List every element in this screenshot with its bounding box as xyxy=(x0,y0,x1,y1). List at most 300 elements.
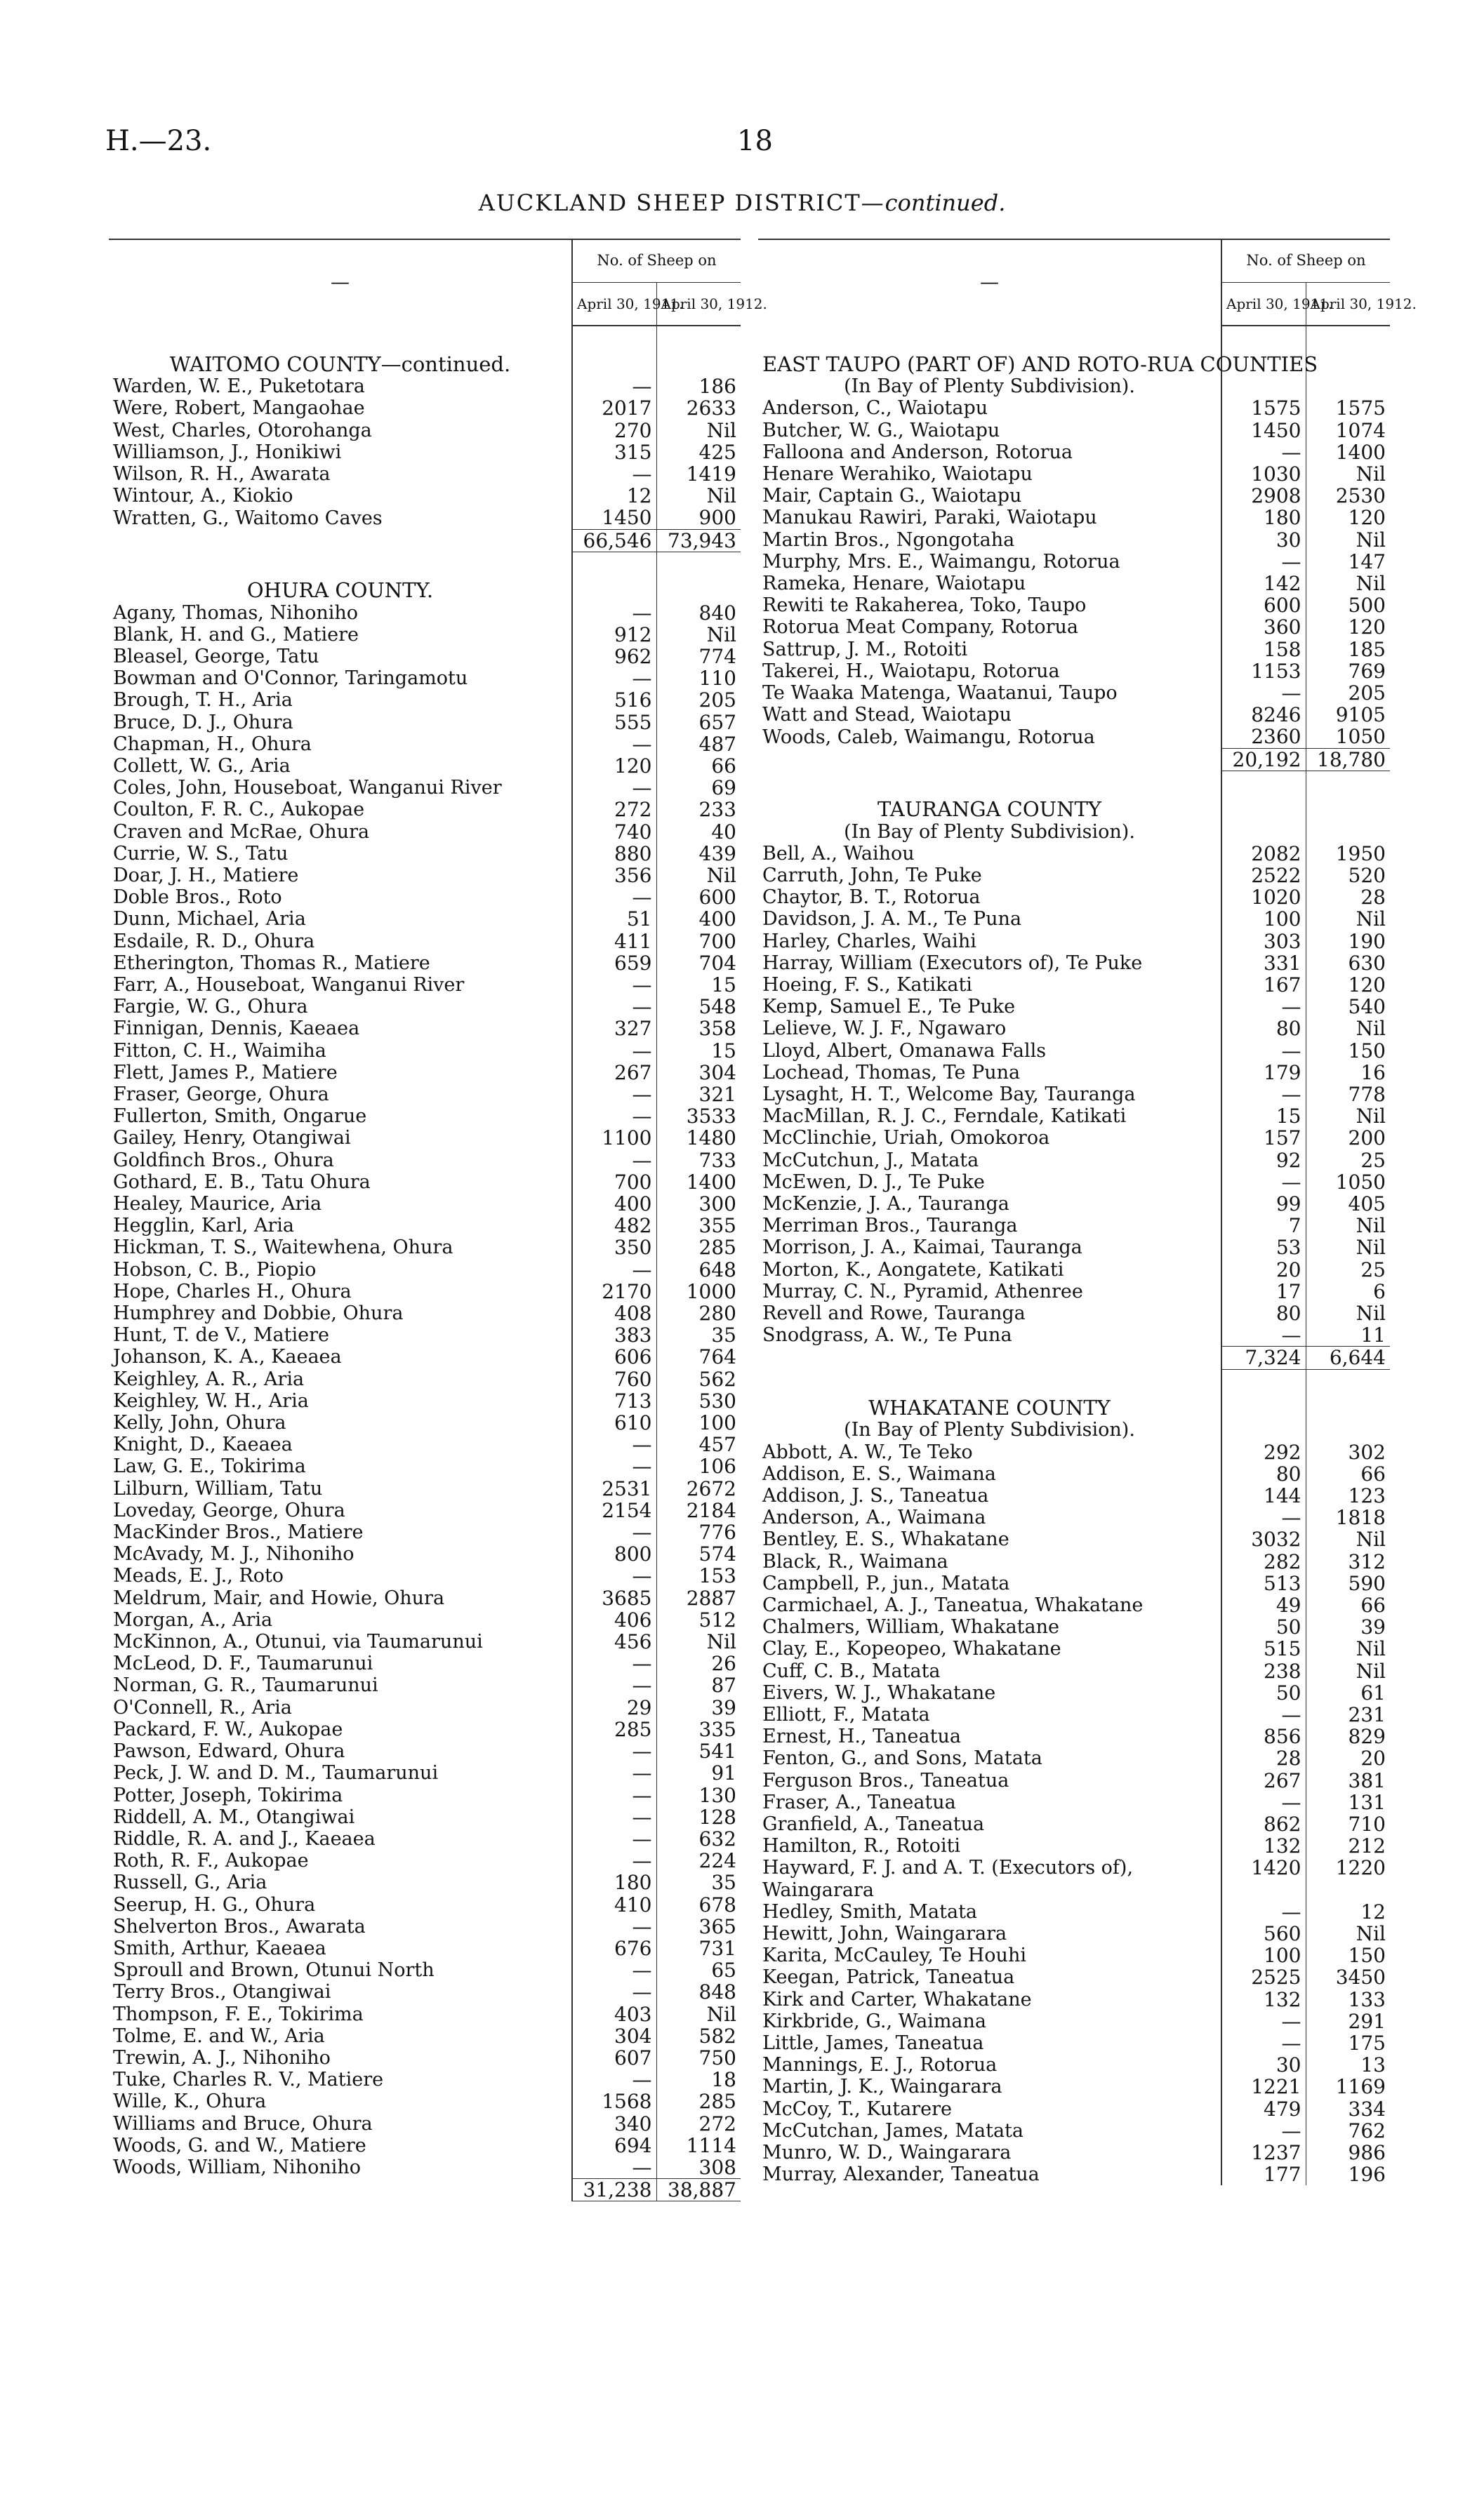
sheep-1911: 30 xyxy=(1276,2053,1301,2077)
sheep-1912: 15 xyxy=(656,1040,741,1062)
sheep-1911: 1568 xyxy=(602,2090,652,2114)
sheep-1911: 132 xyxy=(1264,1834,1301,1858)
owner-name: Campbell, P., jun., Matata xyxy=(758,1573,1221,1594)
sheep-1912: 25 xyxy=(1306,1149,1390,1171)
table-row xyxy=(109,1959,741,1981)
sheep-1911: — xyxy=(1281,1790,1301,1814)
sheep-1912: 39 xyxy=(656,1697,741,1719)
owner-name: Packard, F. W., Aukopae xyxy=(109,1719,572,1740)
total-1911: 20,192 xyxy=(1221,748,1306,771)
owner-name: Butcher, W. G., Waiotapu xyxy=(758,420,1221,441)
table-row xyxy=(758,2076,1390,2098)
owner-name: Woods, William, Nihoniho xyxy=(109,2156,572,2179)
sheep-1911: 157 xyxy=(1264,1126,1301,1150)
sheep-1912: 710 xyxy=(1306,1813,1390,1835)
owner-name: Blank, H. and G., Matiere xyxy=(109,624,572,646)
sheep-1911: 1221 xyxy=(1251,2075,1301,2099)
table-row xyxy=(758,1901,1390,1923)
table-row xyxy=(109,2069,741,2091)
sheep-1912: 131 xyxy=(1306,1792,1390,1813)
owner-name: Morton, K., Aongatete, Katikati xyxy=(758,1259,1221,1281)
owner-name: Wille, K., Ohura xyxy=(109,2091,572,2112)
table-row xyxy=(758,1507,1390,1528)
owner-name: Mair, Captain G., Waiotapu xyxy=(758,485,1221,507)
sheep-1911: 167 xyxy=(1264,973,1301,996)
sheep-1911: 360 xyxy=(1264,615,1301,639)
sheep-1911: 180 xyxy=(1264,506,1301,530)
table-row xyxy=(758,2164,1390,2185)
table-row xyxy=(758,463,1390,485)
owner-name: Fitton, C. H., Waimiha xyxy=(109,1040,572,1062)
sheep-1911: — xyxy=(1281,1506,1301,1530)
owner-name: Meldrum, Mair, and Howie, Ohura xyxy=(109,1587,572,1609)
owner-name: Watt and Stead, Waiotapu xyxy=(758,704,1221,726)
sheep-1911: — xyxy=(632,1083,652,1106)
owner-name: Gailey, Henry, Otangiwai xyxy=(109,1127,572,1149)
sheep-1912: 520 xyxy=(1306,865,1390,886)
right-table-body xyxy=(758,326,1390,2185)
table-row xyxy=(109,1215,741,1236)
total-1912: 38,887 xyxy=(656,2179,741,2201)
table-row xyxy=(109,441,741,463)
owner-name: Currie, W. S., Tatu xyxy=(109,843,572,865)
right-table xyxy=(758,239,1417,2187)
sheep-1911: 560 xyxy=(1264,1922,1301,1946)
table-row xyxy=(758,1551,1390,1573)
sheep-1911: 270 xyxy=(614,418,652,442)
sheep-1911: 50 xyxy=(1276,1615,1301,1639)
table-row xyxy=(758,1018,1390,1039)
sheep-1911: 1420 xyxy=(1251,1856,1301,1880)
sheep-1912: 530 xyxy=(656,1390,741,1412)
table-row xyxy=(109,507,741,529)
sheep-1912: 630 xyxy=(1306,952,1390,974)
owner-name: Snodgrass, A. W., Te Puna xyxy=(758,1324,1221,1347)
table-row xyxy=(109,1478,741,1500)
table-row xyxy=(758,1966,1390,1988)
sheep-1912: 91 xyxy=(656,1762,741,1784)
table-row xyxy=(758,1813,1390,1835)
sheep-1911: — xyxy=(632,1959,652,1982)
sheep-1911: 516 xyxy=(614,688,652,712)
table-row xyxy=(758,1792,1390,1813)
sheep-1911: — xyxy=(1281,2009,1301,2033)
owner-name: Knight, D., Kaeaea xyxy=(109,1434,572,1455)
table-row xyxy=(109,1500,741,1521)
owner-name: Carmichael, A. J., Taneatua, Whakatane xyxy=(758,1594,1221,1616)
sheep-1911: 383 xyxy=(614,1324,652,1347)
table-row xyxy=(109,1785,741,1806)
owner-name: Tuke, Charles R. V., Matiere xyxy=(109,2069,572,2091)
owner-name: Flett, James P., Matiere xyxy=(109,1062,572,1084)
owner-name: Humphrey and Dobbie, Ohura xyxy=(109,1302,572,1324)
owner-name: Kirk and Carter, Whakatane xyxy=(758,1989,1221,2011)
sheep-1912: 196 xyxy=(1306,2164,1390,2185)
sheep-1912: 15 xyxy=(656,974,741,996)
sheep-1912: 457 xyxy=(656,1434,741,1455)
sheep-1912: 1400 xyxy=(656,1171,741,1193)
total-label xyxy=(758,1347,1221,1369)
sheep-1911: 177 xyxy=(1264,2163,1301,2187)
owner-name: Loveday, George, Ohura xyxy=(109,1500,572,1521)
sheep-1911: 15 xyxy=(1276,1105,1301,1128)
sheep-1912: 12 xyxy=(1306,1901,1390,1923)
owner-name: Morrison, J. A., Kaimai, Tauranga xyxy=(758,1236,1221,1258)
sheep-1912: 2184 xyxy=(656,1500,741,1521)
owner-name: Roth, R. F., Aukopae xyxy=(109,1850,572,1872)
sheep-1912: 16 xyxy=(1306,1062,1390,1084)
sheep-1912: 381 xyxy=(1306,1770,1390,1792)
owner-name: Peck, J. W. and D. M., Taumarunui xyxy=(109,1762,572,1784)
owner-name: Murray, C. N., Pyramid, Athenree xyxy=(758,1281,1221,1302)
sheep-1912: 840 xyxy=(656,602,741,624)
sheep-1911: 29 xyxy=(626,1695,652,1719)
table-row xyxy=(109,1171,741,1193)
sheep-1911: 659 xyxy=(614,951,652,975)
sheep-1911: 92 xyxy=(1276,1148,1301,1172)
owner-name: Seerup, H. G., Ohura xyxy=(109,1894,572,1916)
table-row xyxy=(109,1302,741,1324)
county-heading-text: WAITOMO COUNTY—continued. xyxy=(109,326,572,375)
sheep-1911: 331 xyxy=(1264,951,1301,975)
sheep-1911: — xyxy=(632,1455,652,1479)
sheep-1912: 582 xyxy=(656,2025,741,2047)
county-heading xyxy=(109,326,741,375)
sheep-1911: — xyxy=(632,1674,652,1698)
table-row xyxy=(758,2142,1390,2164)
subdivision-note xyxy=(758,375,1390,397)
owner-name: Te Waaka Matenga, Waatanui, Taupo xyxy=(758,682,1221,704)
table-row xyxy=(758,2032,1390,2054)
owner-name: Lysaght, H. T., Welcome Bay, Tauranga xyxy=(758,1084,1221,1105)
sheep-1911: 1237 xyxy=(1251,2141,1301,2165)
table-row xyxy=(758,1302,1390,1324)
table-row xyxy=(109,2113,741,2135)
sheep-1912: 285 xyxy=(656,2091,741,2112)
sheep-1912: Nil xyxy=(1306,1215,1390,1236)
table-row xyxy=(758,1281,1390,1302)
sheep-1912: 6 xyxy=(1306,1281,1390,1302)
table-row xyxy=(109,1894,741,1916)
owner-name: Elliott, F., Matata xyxy=(758,1704,1221,1726)
total-1912: 6,644 xyxy=(1306,1347,1390,1369)
sheep-1911: 144 xyxy=(1264,1484,1301,1507)
sheep-1912: 13 xyxy=(1306,2054,1390,2076)
sheep-1912: 200 xyxy=(1306,1127,1390,1149)
table-row xyxy=(109,1390,741,1412)
county-heading xyxy=(758,326,1390,375)
owner-name: Hunt, T. de V., Matiere xyxy=(109,1324,572,1346)
owner-name: Riddle, R. A. and J., Kaeaea xyxy=(109,1828,572,1850)
owner-name: McEwen, D. J., Te Puke xyxy=(758,1171,1221,1193)
sheep-1912: 185 xyxy=(1306,639,1390,660)
sheep-1912: 35 xyxy=(656,1872,741,1893)
sheep-1911: 8246 xyxy=(1251,703,1301,727)
sheep-1911: 28 xyxy=(1276,1747,1301,1771)
left-table-body xyxy=(109,326,741,2201)
sheep-1912: 1169 xyxy=(1306,2076,1390,2098)
empty-cell xyxy=(1221,821,1306,843)
county-heading-text: WHAKATANE COUNTY xyxy=(758,1369,1221,1419)
table-row xyxy=(758,1747,1390,1769)
sheep-1911: — xyxy=(632,995,652,1019)
sheep-1912: 632 xyxy=(656,1828,741,1850)
sheep-1912: 285 xyxy=(656,1236,741,1258)
owner-name: Chalmers, William, Whakatane xyxy=(758,1616,1221,1638)
table-row xyxy=(109,1653,741,1674)
table-row xyxy=(109,865,741,886)
sheep-1911: 100 xyxy=(1264,907,1301,931)
owner-name: Shelverton Bros., Awarata xyxy=(109,1916,572,1938)
sheep-1912: 11 xyxy=(1306,1324,1390,1347)
sheep-1912: 3533 xyxy=(656,1105,741,1127)
table-row xyxy=(758,1857,1390,1879)
table-row xyxy=(109,1543,741,1565)
table-row xyxy=(758,1236,1390,1258)
sheep-1911: — xyxy=(1281,1170,1301,1194)
owner-name: Tolme, E. and W., Aria xyxy=(109,2025,572,2047)
owner-name: Rewiti te Rakaherea, Toko, Taupo xyxy=(758,594,1221,616)
county-heading-text: OHURA COUNTY. xyxy=(109,552,572,601)
sheep-1911: 100 xyxy=(1264,1944,1301,1968)
owner-name: Black, R., Waimana xyxy=(758,1551,1221,1573)
sheep-1911: 340 xyxy=(614,2112,652,2135)
table-row xyxy=(758,573,1390,594)
sheep-1911: 2531 xyxy=(602,1476,652,1500)
sheep-1911: 51 xyxy=(626,907,652,931)
sheep-1911: — xyxy=(632,1805,652,1829)
sheep-1912 xyxy=(1306,1879,1390,1901)
owner-name: Waingarara xyxy=(758,1879,1221,1901)
table-row xyxy=(109,1434,741,1455)
owner-name: Law, G. E., Tokirima xyxy=(109,1455,572,1477)
owner-name: Hope, Charles H., Ohura xyxy=(109,1281,572,1302)
sheep-1911: — xyxy=(632,667,652,691)
sheep-1911: 740 xyxy=(614,820,652,844)
sheep-1911: 7 xyxy=(1288,1214,1301,1238)
table-row xyxy=(758,1105,1390,1127)
sheep-1912: 120 xyxy=(1306,616,1390,638)
sheep-1911: 292 xyxy=(1264,1440,1301,1464)
sheep-1912: 205 xyxy=(656,689,741,711)
left-column xyxy=(109,239,767,2202)
owner-name: Goldfinch Bros., Ohura xyxy=(109,1149,572,1171)
table-row xyxy=(109,485,741,507)
table-row xyxy=(109,1040,741,1062)
table-row xyxy=(758,1463,1390,1485)
sheep-1912: 731 xyxy=(656,1938,741,1959)
sheep-1911: — xyxy=(1281,681,1301,705)
sheep-1911: 267 xyxy=(1264,1768,1301,1792)
sheep-1911: 1153 xyxy=(1251,659,1301,683)
owner-name: Lochead, Thomas, Te Puna xyxy=(758,1062,1221,1084)
table-row xyxy=(758,682,1390,704)
empty-cell xyxy=(1221,375,1306,397)
empty-cell xyxy=(1306,821,1390,843)
sheep-1912: 1050 xyxy=(1306,726,1390,748)
owner-name: West, Charles, Otorohanga xyxy=(109,420,572,441)
table-row xyxy=(109,1587,741,1609)
sheep-1911: 20 xyxy=(1276,1258,1301,1281)
sheep-1911: 3032 xyxy=(1251,1528,1301,1552)
sheep-1912: 1818 xyxy=(1306,1507,1390,1528)
sheep-1911: 350 xyxy=(614,1236,652,1260)
sheep-1912: 678 xyxy=(656,1894,741,1916)
sheep-1911: 80 xyxy=(1276,1462,1301,1486)
owner-name: Trewin, A. J., Nihoniho xyxy=(109,2047,572,2069)
owner-name: Sproull and Brown, Otunui North xyxy=(109,1959,572,1981)
sheep-1912: 487 xyxy=(656,733,741,755)
sheep-1911: — xyxy=(1281,1702,1301,1726)
no-of-sheep-header: No. of Sheep on xyxy=(1221,239,1390,283)
table-row xyxy=(109,1850,741,1872)
sheep-1912: 764 xyxy=(656,1346,741,1368)
owner-name: Fullerton, Smith, Ongarue xyxy=(109,1105,572,1127)
sheep-1911: — xyxy=(632,1827,652,1851)
table-row xyxy=(109,733,741,755)
sheep-1911: — xyxy=(1281,995,1301,1019)
sheep-1912: 233 xyxy=(656,799,741,820)
table-row xyxy=(109,602,741,624)
owner-name: Hedley, Smith, Matata xyxy=(758,1901,1221,1923)
owner-name: Kelly, John, Ohura xyxy=(109,1412,572,1434)
owner-name: Wilson, R. H., Awarata xyxy=(109,463,572,485)
sheep-1912: 2633 xyxy=(656,397,741,419)
owner-name: MacKinder Bros., Matiere xyxy=(109,1521,572,1543)
sheep-1912: 1220 xyxy=(1306,1857,1390,1879)
sheep-1912: Nil xyxy=(656,865,741,886)
owner-name: Harray, William (Executors of), Te Puke xyxy=(758,952,1221,974)
sheep-1911: — xyxy=(632,973,652,996)
sheep-1912: 300 xyxy=(656,1193,741,1215)
sheep-1912: 500 xyxy=(1306,594,1390,616)
sheep-1912: 762 xyxy=(1306,2120,1390,2142)
sheep-1912: Nil xyxy=(656,2004,741,2025)
table-row xyxy=(109,1368,741,1390)
table-row xyxy=(109,931,741,952)
empty-cell xyxy=(1306,771,1390,820)
sheep-1911: — xyxy=(1281,1083,1301,1106)
sheep-1912: Nil xyxy=(1306,529,1390,551)
table-row xyxy=(109,886,741,908)
table-row xyxy=(109,420,741,441)
table-row xyxy=(109,1324,741,1346)
owner-name: Harley, Charles, Waihi xyxy=(758,931,1221,952)
owner-name: Warden, W. E., Puketotara xyxy=(109,375,572,397)
sheep-1912: 120 xyxy=(1306,507,1390,528)
table-row xyxy=(758,2098,1390,2120)
sheep-1912: 280 xyxy=(656,1302,741,1324)
sheep-1912: Nil xyxy=(1306,463,1390,485)
table-row xyxy=(758,1193,1390,1215)
sheep-1911: — xyxy=(632,1564,652,1588)
sheep-1912: 9105 xyxy=(1306,704,1390,726)
table-row xyxy=(109,1916,741,1938)
owner-name: Farr, A., Houseboat, Wanganui River xyxy=(109,974,572,996)
sheep-1911: 2908 xyxy=(1251,484,1301,508)
sheep-1911: 303 xyxy=(1264,929,1301,953)
owner-name: Etherington, Thomas R., Matiere xyxy=(109,952,572,974)
sheep-1912: 2672 xyxy=(656,1478,741,1500)
sheep-1912: Nil xyxy=(1306,1923,1390,1945)
table-row xyxy=(109,646,741,667)
table-row xyxy=(109,2025,741,2047)
owner-name: Woods, G. and W., Matiere xyxy=(109,2135,572,2156)
sheep-1911: — xyxy=(632,1433,652,1457)
sheep-1912: 186 xyxy=(656,375,741,397)
owner-name: Lelieve, W. J. F., Ngawaro xyxy=(758,1018,1221,1039)
sheep-1912: 1950 xyxy=(1306,843,1390,865)
empty-cell xyxy=(572,326,656,375)
owner-name: McCoy, T., Kutarere xyxy=(758,2098,1221,2120)
sheep-1911: 30 xyxy=(1276,528,1301,552)
table-row xyxy=(109,1193,741,1215)
sheep-1911: — xyxy=(632,601,652,625)
owner-name: Coulton, F. R. C., Aukopae xyxy=(109,799,572,820)
sheep-1911: 1450 xyxy=(602,506,652,530)
sheep-1912: 1000 xyxy=(656,1281,741,1302)
owner-name: Granfield, A., Taneatua xyxy=(758,1813,1221,1835)
owner-name: Mannings, E. J., Rotorua xyxy=(758,2054,1221,2076)
right-column xyxy=(758,239,1417,2187)
table-row xyxy=(758,1923,1390,1945)
sheep-1911: — xyxy=(1281,2119,1301,2142)
table-row xyxy=(109,463,741,485)
table-row xyxy=(758,1770,1390,1792)
owner-name: Russell, G., Aria xyxy=(109,1872,572,1893)
table-row xyxy=(758,639,1390,660)
sheep-1912: 829 xyxy=(1306,1726,1390,1747)
sheep-1911 xyxy=(1221,1879,1306,1901)
owner-name: Kirkbride, G., Waimana xyxy=(758,2011,1221,2032)
sheep-1912: 123 xyxy=(1306,1485,1390,1507)
sheep-1911: 142 xyxy=(1264,572,1301,596)
table-row xyxy=(109,1149,741,1171)
sheep-1912: 40 xyxy=(656,821,741,843)
sheep-1911: — xyxy=(1281,549,1301,573)
sheep-1912: Nil xyxy=(1306,1638,1390,1660)
sheep-1912: 776 xyxy=(656,1521,741,1543)
owner-name: Anderson, C., Waiotapu xyxy=(758,397,1221,419)
table-row xyxy=(758,865,1390,886)
sheep-1912: 848 xyxy=(656,1981,741,2003)
sheep-1912: 365 xyxy=(656,1916,741,1938)
owner-name: Addison, J. S., Taneatua xyxy=(758,1485,1221,1507)
sheep-1911: 403 xyxy=(614,2002,652,2026)
table-row xyxy=(758,931,1390,952)
owner-name: Revell and Rowe, Tauranga xyxy=(758,1302,1221,1324)
sheep-1912: 590 xyxy=(1306,1573,1390,1594)
owner-name: Terry Bros., Otangiwai xyxy=(109,1981,572,2003)
sheep-1911: 600 xyxy=(1264,594,1301,618)
table-row xyxy=(109,1412,741,1434)
sheep-1911: — xyxy=(632,1783,652,1807)
sheep-1912: 312 xyxy=(1306,1551,1390,1573)
sheep-1911: 2522 xyxy=(1251,863,1301,887)
sheep-1911: 2154 xyxy=(602,1498,652,1522)
table-row xyxy=(109,1806,741,1828)
sheep-1911: — xyxy=(632,1980,652,2004)
sheep-1912: 1480 xyxy=(656,1127,741,1149)
name-column-header: — xyxy=(109,239,572,326)
sheep-1912: 1400 xyxy=(1306,441,1390,463)
table-row xyxy=(109,397,741,419)
table-row xyxy=(109,1455,741,1477)
sheep-1912: 28 xyxy=(1306,886,1390,908)
owner-name: Healey, Maurice, Aria xyxy=(109,1193,572,1215)
sheep-1912: 66 xyxy=(1306,1594,1390,1616)
sheep-1911: 132 xyxy=(1264,1987,1301,2011)
